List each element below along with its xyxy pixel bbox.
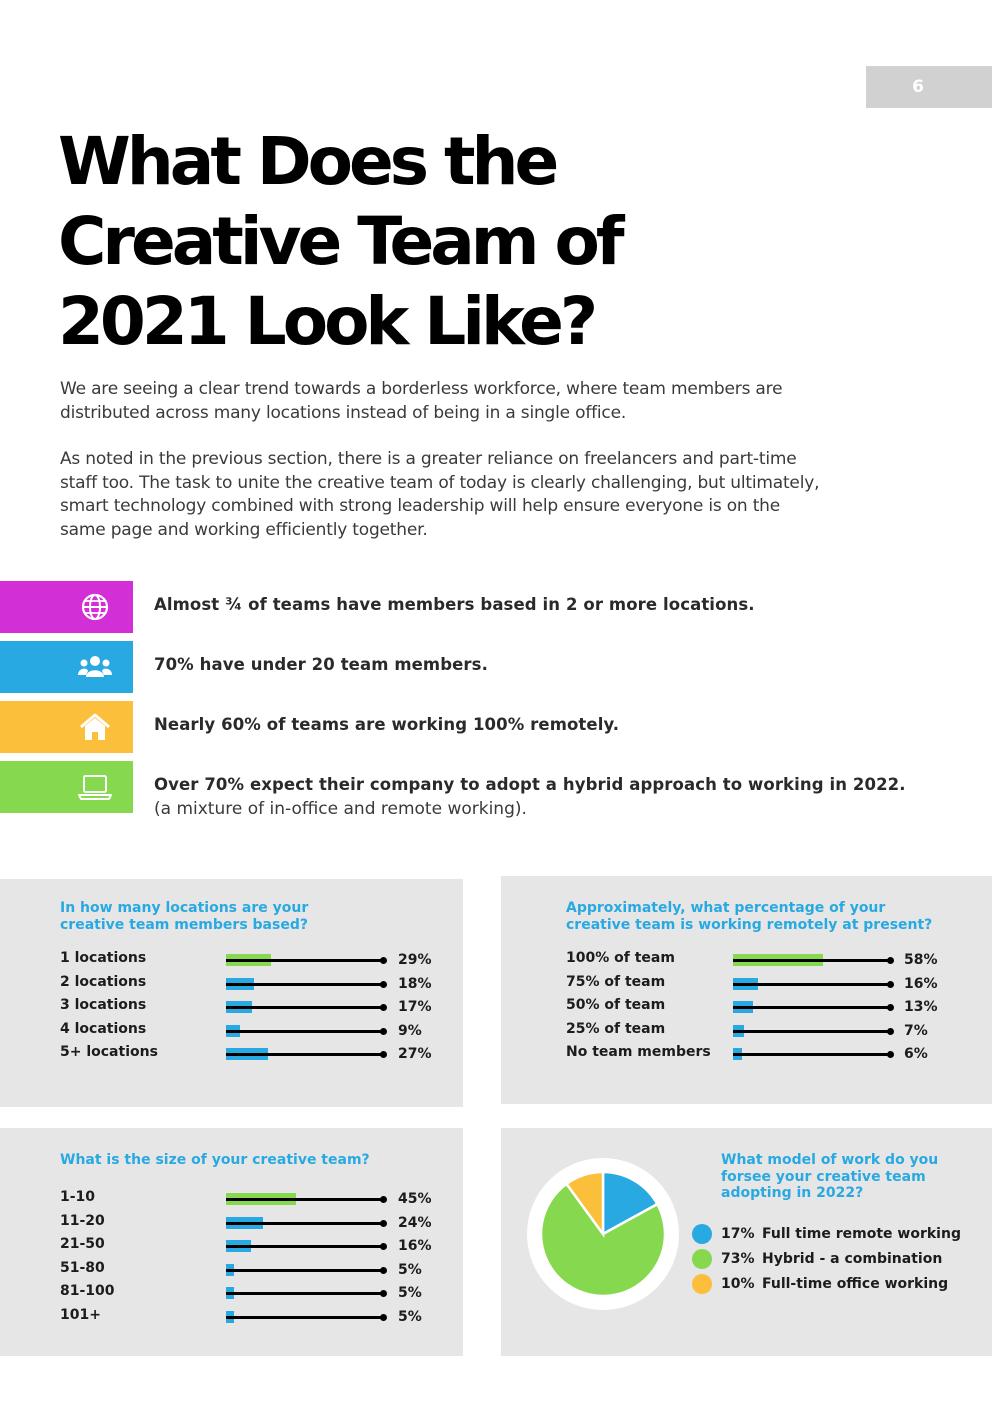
bar-label: 3 locations bbox=[60, 997, 147, 1013]
bar-row bbox=[566, 1021, 944, 1041]
bar-label: 100% of team bbox=[566, 950, 675, 966]
bar-value-label: 13% bbox=[904, 999, 938, 1015]
bar-end-dot bbox=[380, 1220, 387, 1227]
bar-row bbox=[566, 1044, 944, 1064]
bar-value-label: 18% bbox=[398, 975, 432, 992]
bar-value-label: 5% bbox=[398, 1285, 422, 1301]
bar-axis-line bbox=[733, 983, 891, 986]
home-icon bbox=[78, 713, 112, 741]
bar-end-dot bbox=[380, 1314, 387, 1321]
legend-item bbox=[692, 1248, 972, 1270]
bar-axis-line bbox=[733, 1053, 891, 1056]
bar-value-label: 17% bbox=[398, 999, 432, 1015]
title-line: Creative Team of bbox=[58, 203, 621, 280]
bar-end-dot bbox=[380, 957, 387, 964]
legend-label: Full-time office working bbox=[762, 1276, 949, 1292]
page-title bbox=[58, 122, 778, 362]
bar-end-dot bbox=[380, 1290, 387, 1297]
bar-label: 21-50 bbox=[60, 1236, 105, 1252]
bar-label: 4 locations bbox=[60, 1020, 147, 1037]
title-line: 2021 Look Like? bbox=[58, 283, 595, 360]
bar-track bbox=[226, 954, 384, 966]
stat-color-block bbox=[0, 581, 133, 633]
bar-value-label: 29% bbox=[398, 952, 432, 968]
bar-end-dot bbox=[380, 1004, 387, 1011]
chart-title: In how many locations are your creative team members based? bbox=[60, 900, 309, 933]
bar-end-dot bbox=[887, 981, 894, 988]
bar-value-label: 6% bbox=[904, 1046, 928, 1062]
bar-end-dot bbox=[887, 957, 894, 964]
stat-text: Over 70% expect their company to adopt a hybrid approach to working in 2022. bbox=[154, 775, 906, 794]
bar-track bbox=[226, 1311, 384, 1323]
bar-label: 25% of team bbox=[566, 1020, 666, 1037]
bar-row bbox=[60, 1236, 438, 1256]
bar-row bbox=[60, 997, 438, 1017]
stat-text: Nearly 60% of teams are working 100% remotely. bbox=[154, 715, 620, 734]
bar-end-dot bbox=[887, 1028, 894, 1035]
bar-label: 51-80 bbox=[60, 1259, 105, 1276]
bar-track bbox=[226, 1048, 384, 1060]
bar-label: 1 locations bbox=[60, 950, 147, 966]
bar-track bbox=[226, 1264, 384, 1276]
legend-item bbox=[692, 1273, 972, 1295]
bar-axis-line bbox=[226, 1198, 384, 1201]
body-paragraph: As noted in the previous section, there is a greater reliance on freelancers and part-time staff too. The task to unite the creative team of today is clearly challenging, but ultimately, smart technology combined with strong leadership will help ensure everyone is on the same page and working efficiently together. bbox=[60, 449, 820, 540]
bar-value-label: 16% bbox=[904, 975, 938, 992]
stat-color-block bbox=[0, 641, 133, 693]
bar-row bbox=[566, 974, 944, 994]
bar-label: 50% of team bbox=[566, 997, 666, 1013]
bar-track bbox=[226, 1193, 384, 1205]
bar-row bbox=[60, 950, 438, 970]
bar-label: 5+ locations bbox=[60, 1044, 158, 1060]
chart-title: What is the size of your creative team? bbox=[60, 1152, 370, 1168]
bar-track bbox=[733, 978, 891, 990]
intro-paragraph: We are seeing a clear trend towards a borderless workforce, where team members are distributed across many locations instead of being in a single office. bbox=[60, 379, 783, 423]
bar-row bbox=[60, 974, 438, 994]
legend-swatch bbox=[692, 1249, 712, 1269]
legend-swatch bbox=[692, 1274, 712, 1294]
bar-track bbox=[226, 1025, 384, 1037]
legend-value: 10% bbox=[721, 1276, 755, 1292]
bar-row bbox=[566, 950, 944, 970]
globe-icon bbox=[78, 593, 112, 621]
bar-track bbox=[733, 1025, 891, 1037]
bar-end-dot bbox=[380, 1196, 387, 1203]
stat-subtext: (a mixture of in-office and remote working). bbox=[154, 799, 527, 819]
bar-track bbox=[733, 1001, 891, 1013]
bar-axis-line bbox=[226, 1269, 384, 1272]
chart-panel-work-model bbox=[501, 1128, 992, 1356]
bar-track bbox=[226, 978, 384, 990]
bar-row bbox=[60, 1283, 438, 1303]
bar-end-dot bbox=[380, 1243, 387, 1250]
bar-axis-line bbox=[226, 1053, 384, 1056]
bar-row bbox=[566, 997, 944, 1017]
legend-swatch bbox=[692, 1224, 712, 1244]
bar-track bbox=[226, 1287, 384, 1299]
stat-text: 70% have under 20 team members. bbox=[154, 655, 488, 674]
bar-axis-line bbox=[226, 1006, 384, 1009]
bar-value-label: 5% bbox=[398, 1308, 422, 1325]
bar-end-dot bbox=[380, 981, 387, 988]
bar-value-label: 58% bbox=[904, 952, 938, 968]
stat-row-locations bbox=[0, 581, 992, 633]
stat-row-team-size bbox=[0, 641, 992, 693]
bar-row bbox=[60, 1307, 438, 1327]
bar-row bbox=[60, 1189, 438, 1209]
bar-value-label: 9% bbox=[398, 1022, 422, 1039]
bar-value-label: 24% bbox=[398, 1214, 432, 1231]
stat-color-block bbox=[0, 761, 133, 813]
bar-track bbox=[226, 1001, 384, 1013]
legend-item bbox=[692, 1223, 972, 1245]
bar-axis-line bbox=[226, 1316, 384, 1319]
team-icon bbox=[78, 653, 112, 681]
bar-axis-line bbox=[226, 983, 384, 986]
bar-axis-line bbox=[226, 959, 384, 962]
bar-row bbox=[60, 1260, 438, 1280]
legend-label: Full time remote working bbox=[762, 1226, 961, 1242]
bar-end-dot bbox=[380, 1267, 387, 1274]
stat-row-remote bbox=[0, 701, 992, 753]
bar-axis-line bbox=[733, 1006, 891, 1009]
stat-text: Almost ¾ of teams have members based in 2 or more locations. bbox=[154, 595, 755, 614]
bar-value-label: 45% bbox=[398, 1191, 432, 1207]
bar-axis-line bbox=[226, 1030, 384, 1033]
stat-row-hybrid bbox=[0, 761, 992, 819]
bar-row bbox=[60, 1213, 438, 1233]
bar-track bbox=[226, 1240, 384, 1252]
bar-label: 11-20 bbox=[60, 1212, 105, 1229]
bar-value-label: 16% bbox=[398, 1238, 432, 1254]
bar-label: 101+ bbox=[60, 1306, 101, 1323]
bar-track bbox=[733, 1048, 891, 1060]
bar-end-dot bbox=[380, 1028, 387, 1035]
legend-value: 73% bbox=[721, 1251, 755, 1267]
bar-end-dot bbox=[380, 1051, 387, 1058]
chart-title: Approximately, what percentage of your creative team is working remotely at present? bbox=[566, 900, 933, 933]
bar-label: 75% of team bbox=[566, 973, 666, 990]
chart-panel-remote bbox=[501, 876, 992, 1104]
bar-axis-line bbox=[733, 959, 891, 962]
bar-axis-line bbox=[733, 1030, 891, 1033]
bar-value-label: 7% bbox=[904, 1022, 928, 1039]
chart-title: What model of work do you forsee your creative team adopting in 2022? bbox=[721, 1152, 939, 1201]
bar-row bbox=[60, 1021, 438, 1041]
chart-panel-locations bbox=[0, 879, 463, 1107]
bar-axis-line bbox=[226, 1222, 384, 1225]
legend-value: 17% bbox=[721, 1226, 755, 1242]
laptop-icon bbox=[78, 773, 112, 801]
chart-panel-team-size bbox=[0, 1128, 463, 1356]
title-line: What Does the bbox=[58, 123, 556, 200]
bar-end-dot bbox=[887, 1004, 894, 1011]
bar-row bbox=[60, 1044, 438, 1064]
bar-label: No team members bbox=[566, 1044, 711, 1060]
bar-label: 81-100 bbox=[60, 1283, 115, 1299]
pie-chart bbox=[527, 1158, 679, 1310]
legend-label: Hybrid - a combination bbox=[762, 1251, 943, 1267]
bar-label: 1-10 bbox=[60, 1189, 96, 1205]
bar-axis-line bbox=[226, 1292, 384, 1295]
bar-label: 2 locations bbox=[60, 973, 147, 990]
bar-track bbox=[226, 1217, 384, 1229]
bar-axis-line bbox=[226, 1245, 384, 1248]
bar-track bbox=[733, 954, 891, 966]
page-number: 6 bbox=[866, 66, 992, 108]
bar-value-label: 27% bbox=[398, 1046, 432, 1062]
bar-value-label: 5% bbox=[398, 1261, 422, 1278]
bar-end-dot bbox=[887, 1051, 894, 1058]
stat-color-block bbox=[0, 701, 133, 753]
